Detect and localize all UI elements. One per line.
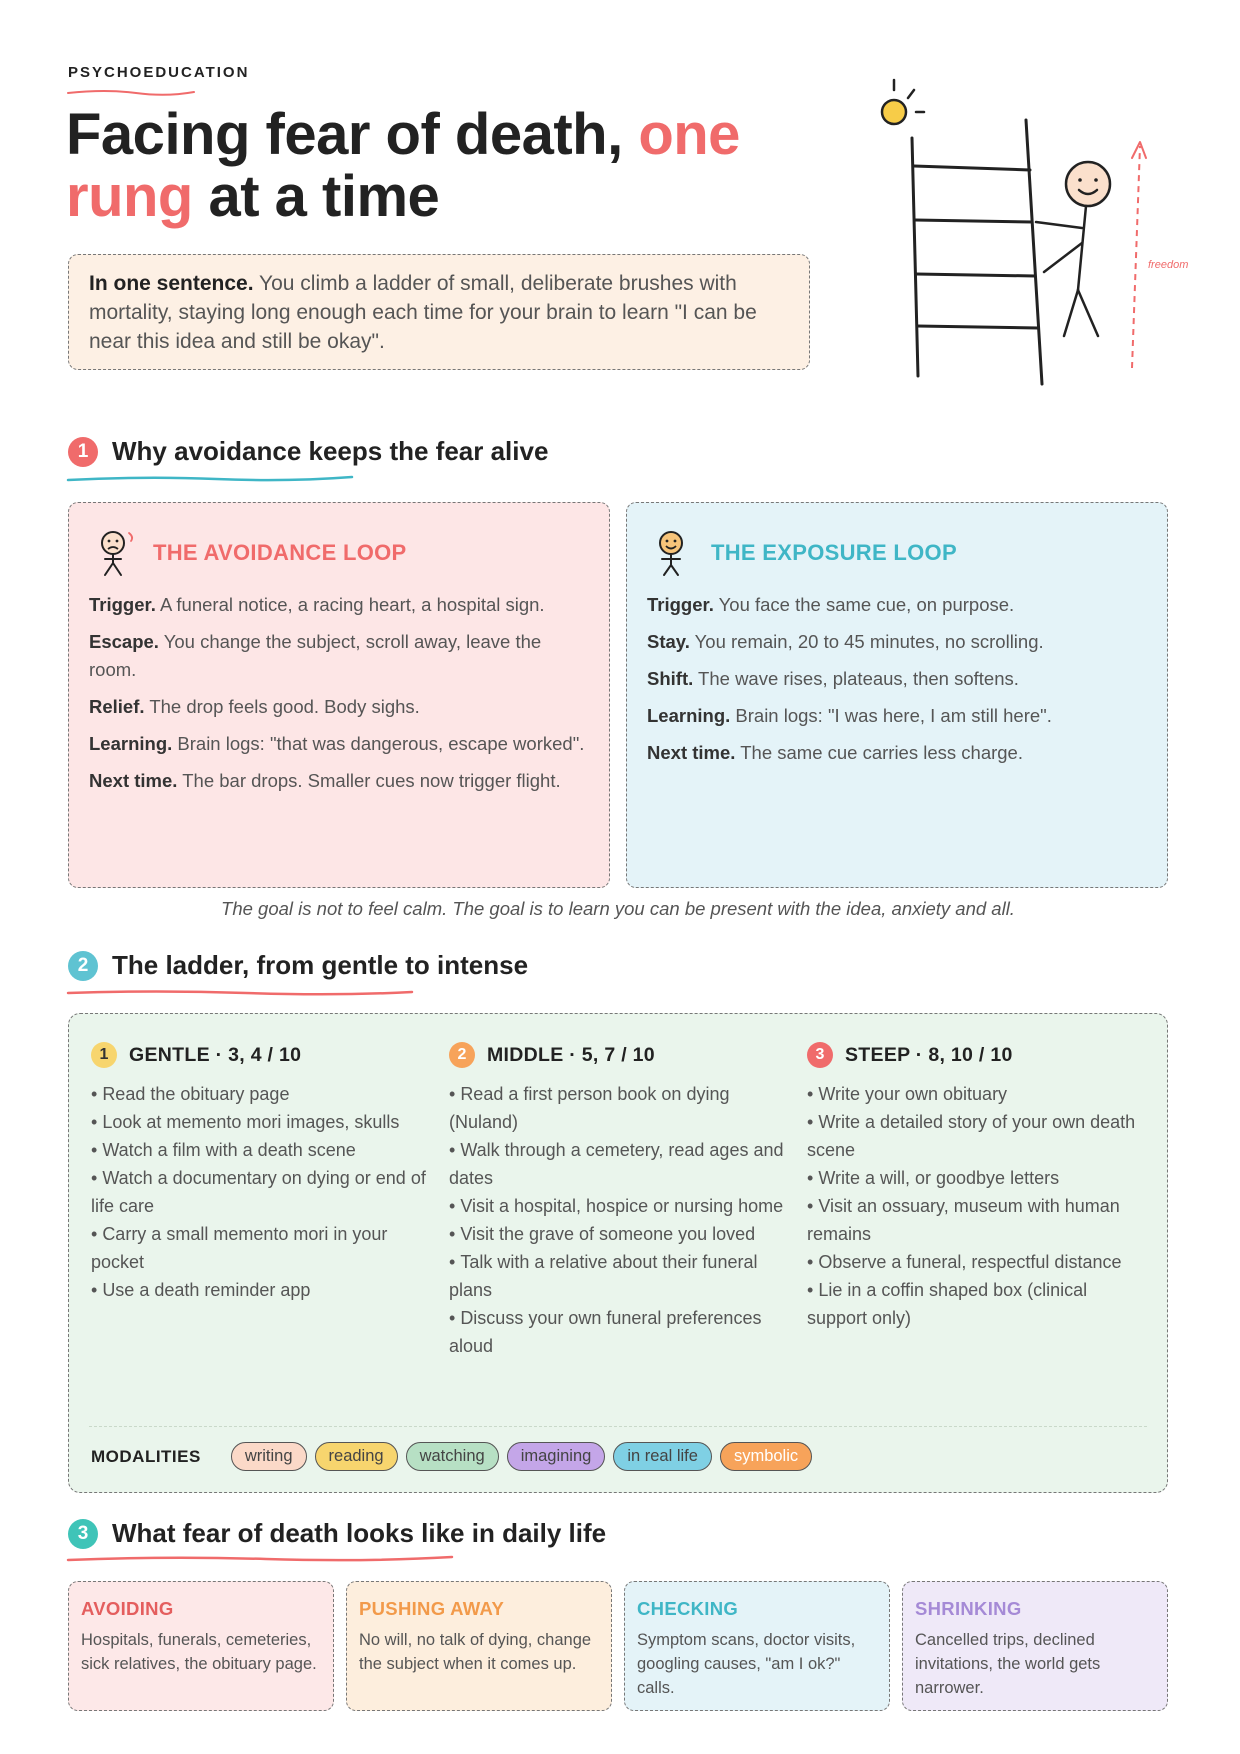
avoidance-item — [89, 693, 589, 721]
card-title: PUSHING AWAY — [359, 1598, 505, 1619]
list-item: • Walk through a cemetery, read ages and dates — [449, 1136, 789, 1192]
column-title: GENTLE · 3, 4 / 10 — [129, 1043, 302, 1066]
column-number-badge: 2 — [449, 1042, 475, 1068]
section-1-number: 1 — [68, 437, 98, 467]
section-2-title: The ladder, from gentle to intense — [112, 950, 529, 980]
list-item: • Observe a funeral, respectful distance — [807, 1248, 1147, 1276]
exposure-loop-card — [626, 502, 1168, 888]
section-2-number: 2 — [68, 951, 98, 981]
summary-box — [68, 254, 810, 370]
ladder-box — [68, 1013, 1168, 1493]
exposure-item-term: Next time. — [647, 742, 736, 763]
sun-icon — [882, 80, 924, 124]
list-item: • Carry a small memento mori in your pocket — [91, 1220, 431, 1276]
section-1-header — [68, 436, 548, 467]
modalities-label: MODALITIES — [91, 1446, 201, 1466]
ladder-column-steep — [807, 1038, 1147, 1332]
page-title — [66, 104, 786, 228]
section-3-underline — [66, 1554, 456, 1564]
avoidance-item-term: Trigger. — [89, 594, 156, 615]
stick-figure-icon — [1036, 162, 1110, 336]
summary-lead: In one sentence. — [89, 272, 254, 295]
card-text: No will, no talk of dying, change the subject when it comes up. — [359, 1631, 592, 1673]
exposure-item-term: Shift. — [647, 668, 694, 689]
list-item: • Read a first person book on dying (Nuland) — [449, 1080, 789, 1136]
column-number-badge: 3 — [807, 1042, 833, 1068]
exposure-item-term: Learning. — [647, 705, 731, 726]
ladder-column-gentle — [91, 1038, 431, 1304]
column-title: STEEP · 8, 10 / 10 — [845, 1043, 1013, 1066]
worried-figure-icon — [95, 529, 139, 577]
title-part-1: Facing fear of death, — [66, 102, 639, 167]
modality-chip-writing: writing — [231, 1442, 307, 1471]
avoidance-item — [89, 730, 589, 758]
list-item: • Use a death reminder app — [91, 1276, 431, 1304]
exposure-item-text: You face the same cue, on purpose. — [713, 594, 1015, 615]
list-item: • Write a will, or goodbye letters — [807, 1164, 1147, 1192]
modality-chip-in-real-life: in real life — [613, 1442, 712, 1471]
exposure-item — [647, 739, 1147, 767]
modality-chip-symbolic: symbolic — [720, 1442, 812, 1471]
avoidance-item-text: A funeral notice, a racing heart, a hospital sign. — [155, 594, 545, 615]
exposure-loop-header — [653, 529, 1147, 577]
daily-card-avoiding — [68, 1581, 334, 1711]
column-list — [91, 1080, 431, 1304]
avoidance-item-term: Learning. — [89, 733, 173, 754]
modalities-row — [91, 1442, 820, 1471]
summary-text: You climb a ladder of small, deliberate brushes with mortality, staying long enough each time for your brain to learn "I can be near this idea and still be okay". — [89, 272, 757, 353]
section-3-header — [68, 1518, 606, 1549]
kicker: PSYCHOEDUCATION — [68, 64, 250, 81]
ladder-column-middle — [449, 1038, 789, 1360]
exposure-loop-title: THE EXPOSURE LOOP — [711, 540, 957, 565]
avoidance-item-term: Escape. — [89, 631, 159, 652]
section-3-title: What fear of death looks like in daily life — [112, 1518, 607, 1548]
avoidance-item-term: Relief. — [89, 696, 145, 717]
exposure-item-term: Trigger. — [647, 594, 714, 615]
daily-card-shrinking — [902, 1581, 1168, 1711]
title-part-2: at a time — [192, 164, 440, 229]
section-1-title: Why avoidance keeps the fear alive — [112, 436, 549, 466]
exposure-item — [647, 628, 1147, 656]
column-number-badge: 1 — [91, 1042, 117, 1068]
freedom-label: freedom — [1148, 259, 1189, 271]
section-1-underline — [66, 474, 356, 484]
card-title: SHRINKING — [915, 1598, 1022, 1619]
avoidance-item-text: The drop feels good. Body sighs. — [144, 696, 420, 717]
card-text: Symptom scans, doctor visits, googling causes, "am I ok?" calls. — [637, 1631, 856, 1697]
upward-arrow-icon — [1132, 142, 1146, 368]
card-title: AVOIDING — [81, 1598, 174, 1619]
ladder-column-header — [91, 1038, 431, 1072]
section-2-underline — [66, 988, 416, 998]
list-item: • Look at memento mori images, skulls — [91, 1108, 431, 1136]
exposure-item-text: The wave rises, plateaus, then softens. — [693, 668, 1019, 689]
exposure-item-text: You remain, 20 to 45 minutes, no scrolling. — [689, 631, 1044, 652]
card-title: CHECKING — [637, 1598, 739, 1619]
list-item: • Watch a documentary on dying or end of life care — [91, 1164, 431, 1220]
list-item: • Visit an ossuary, museum with human remains — [807, 1192, 1147, 1248]
modalities-divider — [89, 1426, 1147, 1427]
list-item: • Watch a film with a death scene — [91, 1136, 431, 1164]
exposure-item — [647, 702, 1147, 730]
title-accent-2: rung — [66, 164, 193, 229]
card-text: Cancelled trips, declined invitations, the world gets narrower. — [915, 1631, 1101, 1697]
exposure-item-text: Brain logs: "I was here, I am still here". — [730, 705, 1052, 726]
avoidance-item — [89, 767, 589, 795]
smiling-figure-icon — [653, 529, 697, 577]
exposure-item — [647, 665, 1147, 693]
avoidance-item-term: Next time. — [89, 770, 178, 791]
column-list — [807, 1080, 1147, 1332]
avoidance-item — [89, 628, 589, 684]
list-item: • Visit the grave of someone you loved — [449, 1220, 789, 1248]
avoidance-item-text: Brain logs: "that was dangerous, escape worked". — [172, 733, 585, 754]
exposure-item-term: Stay. — [647, 631, 690, 652]
avoidance-item-text: You change the subject, scroll away, leave the room. — [89, 631, 542, 680]
modality-chip-imagining: imagining — [507, 1442, 606, 1471]
ladder-column-header — [449, 1038, 789, 1072]
avoidance-loop-title: THE AVOIDANCE LOOP — [153, 540, 407, 565]
list-item: • Write a detailed story of your own death scene — [807, 1108, 1147, 1164]
ladder-illustration — [860, 68, 1200, 398]
exposure-item — [647, 591, 1147, 619]
goal-note: The goal is not to feel calm. The goal is to learn you can be present with the idea, anxiety and all. — [221, 898, 1015, 919]
avoidance-loop-header — [95, 529, 589, 577]
avoidance-item — [89, 591, 589, 619]
card-text: Hospitals, funerals, cemeteries, sick relatives, the obituary page. — [81, 1631, 317, 1673]
list-item: • Lie in a coffin shaped box (clinical support only) — [807, 1276, 1147, 1332]
ladder-column-header — [807, 1038, 1147, 1072]
list-item: • Talk with a relative about their funeral plans — [449, 1248, 789, 1304]
list-item: • Visit a hospital, hospice or nursing home — [449, 1192, 789, 1220]
daily-card-pushing-away — [346, 1581, 612, 1711]
section-2-header — [68, 950, 528, 981]
modality-chip-watching: watching — [406, 1442, 499, 1471]
avoidance-loop-card — [68, 502, 610, 888]
section-3-number: 3 — [68, 1519, 98, 1549]
daily-card-checking — [624, 1581, 890, 1711]
modality-chip-reading: reading — [315, 1442, 398, 1471]
ladder-icon — [912, 120, 1042, 384]
list-item: • Discuss your own funeral preferences aloud — [449, 1304, 789, 1360]
column-title: MIDDLE · 5, 7 / 10 — [487, 1043, 655, 1066]
list-item: • Write your own obituary — [807, 1080, 1147, 1108]
avoidance-item-text: The bar drops. Smaller cues now trigger flight. — [177, 770, 561, 791]
kicker-underline — [66, 88, 196, 98]
column-list — [449, 1080, 789, 1360]
exposure-item-text: The same cue carries less charge. — [735, 742, 1023, 763]
title-accent-1: one — [638, 102, 740, 167]
list-item: • Read the obituary page — [91, 1080, 431, 1108]
